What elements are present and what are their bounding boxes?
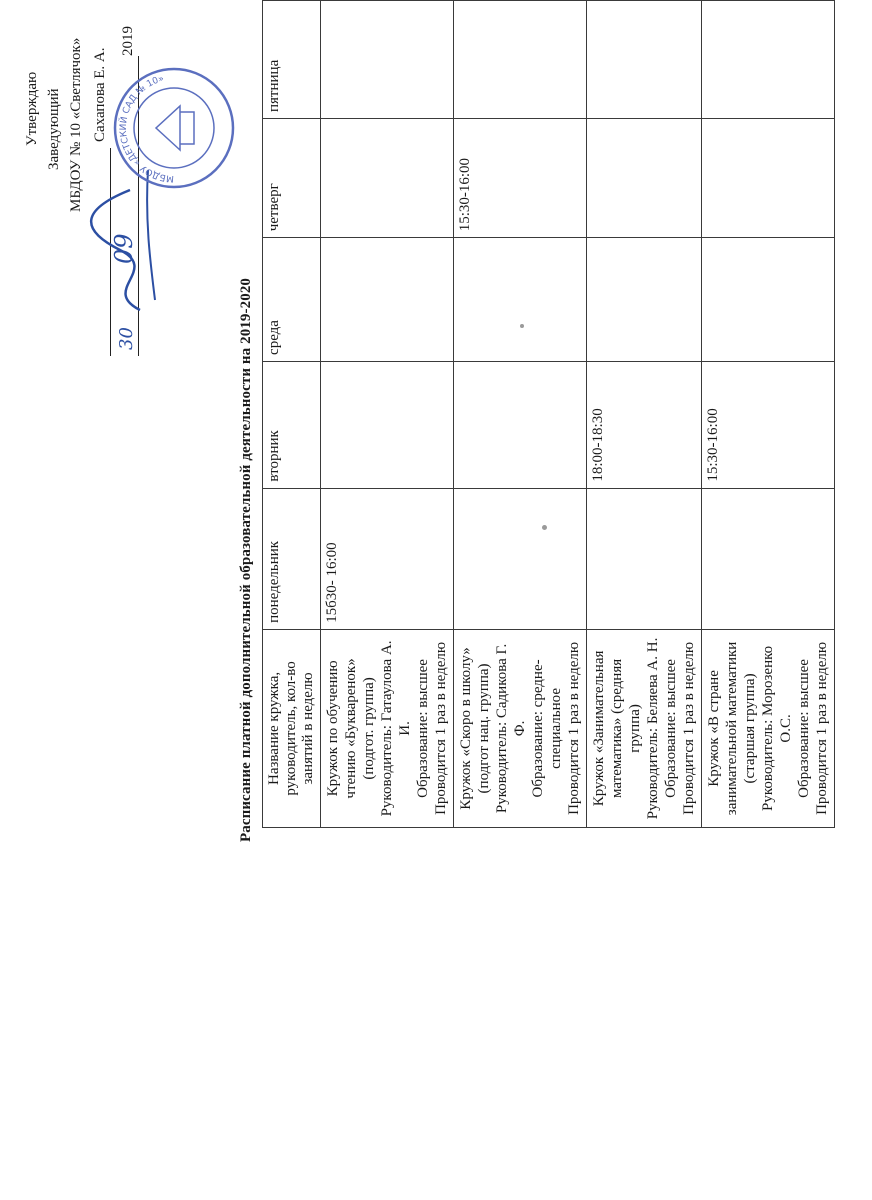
club-education: Образование: высшее	[415, 659, 431, 798]
header-tuesday: вторник	[263, 361, 321, 488]
time-cell	[587, 119, 702, 238]
time-cell: 18:00-18:30	[587, 361, 702, 488]
club-frequency: Проводится 1 раз в неделю	[681, 641, 697, 815]
club-cell	[702, 629, 835, 827]
approval-year: 2019	[120, 26, 136, 56]
time-cell	[454, 1, 587, 119]
table-row	[702, 1, 835, 828]
table-row	[454, 1, 587, 828]
club-frequency: Проводится 1 раз в неделю	[814, 641, 830, 815]
approval-position: Заведующий	[46, 88, 62, 170]
approval-signer: Сахапова Е. А.	[92, 47, 108, 142]
table-header-row	[263, 1, 321, 828]
time-cell	[587, 488, 702, 629]
time-cell: 15:30-16:00	[702, 361, 835, 488]
time-cell	[587, 238, 702, 362]
time-cell	[587, 1, 702, 119]
header-monday: понедельник	[263, 488, 321, 629]
time-cell	[702, 1, 835, 119]
header-wednesday: среда	[263, 238, 321, 362]
club-leader: Руководитель: Гатаулова А. И.	[379, 640, 413, 817]
club-education: Образование: средне- специальное	[530, 659, 564, 798]
club-name: Кружок «Занимательная математика» (средняя группа)	[591, 650, 643, 807]
schedule-table	[262, 0, 835, 828]
club-frequency: Проводится 1 раз в неделю	[566, 641, 582, 815]
time-cell: 15:30-16:00	[454, 119, 587, 238]
club-leader: Руководитель: Морозенко О.С.	[760, 645, 794, 812]
time-cell	[454, 361, 587, 488]
club-education: Образование: высшее	[796, 659, 812, 798]
time-cell	[321, 119, 454, 238]
club-name: Кружок «В стране занимательной математики (старшая группа)	[706, 641, 758, 816]
time-cell	[702, 119, 835, 238]
handwritten-month: 09	[110, 233, 138, 264]
approval-approve: Утверждаю	[24, 71, 40, 146]
time-cell	[454, 238, 587, 362]
club-name: Кружок по обучению чтению «Букваренок» (подгот. группа)	[325, 658, 377, 799]
club-name: Кружок «Скоро в школу» (подгот нац. группа)	[458, 647, 492, 810]
table-row	[587, 1, 702, 828]
header-thursday: четверг	[263, 119, 321, 238]
time-cell	[454, 488, 587, 629]
time-cell	[702, 488, 835, 629]
time-cell	[321, 238, 454, 362]
stamp-ring-text: МБДОУ «ДЕТСКИЙ САД № 10»	[118, 74, 175, 184]
club-leader: Руководитель: Садикова Г. Ф.	[494, 643, 528, 814]
approval-org: МБДОУ № 10 «Светлячок»	[68, 37, 84, 212]
club-cell	[454, 629, 587, 827]
club-leader: Руководитель: Беляева А. Н.	[645, 637, 661, 820]
club-frequency: Проводится 1 раз в неделю	[433, 641, 449, 815]
time-cell: 15б30- 16:00	[321, 488, 454, 629]
time-cell	[321, 1, 454, 119]
club-cell	[587, 629, 702, 827]
handwritten-day: 30	[116, 327, 137, 350]
scan-speck	[542, 525, 547, 530]
header-club: Название кружка, руководитель, кол-во занятий в неделю	[263, 629, 321, 827]
table-row	[321, 1, 454, 828]
official-stamp	[112, 66, 236, 190]
club-cell	[321, 629, 454, 827]
time-cell	[702, 238, 835, 362]
club-education: Образование: высшее	[663, 659, 679, 798]
scan-speck	[520, 324, 524, 328]
header-friday: пятница	[263, 1, 321, 119]
document-title: Расписание платной дополнительной образовательной деятельности на 2019-2020	[238, 277, 254, 843]
time-cell	[321, 361, 454, 488]
